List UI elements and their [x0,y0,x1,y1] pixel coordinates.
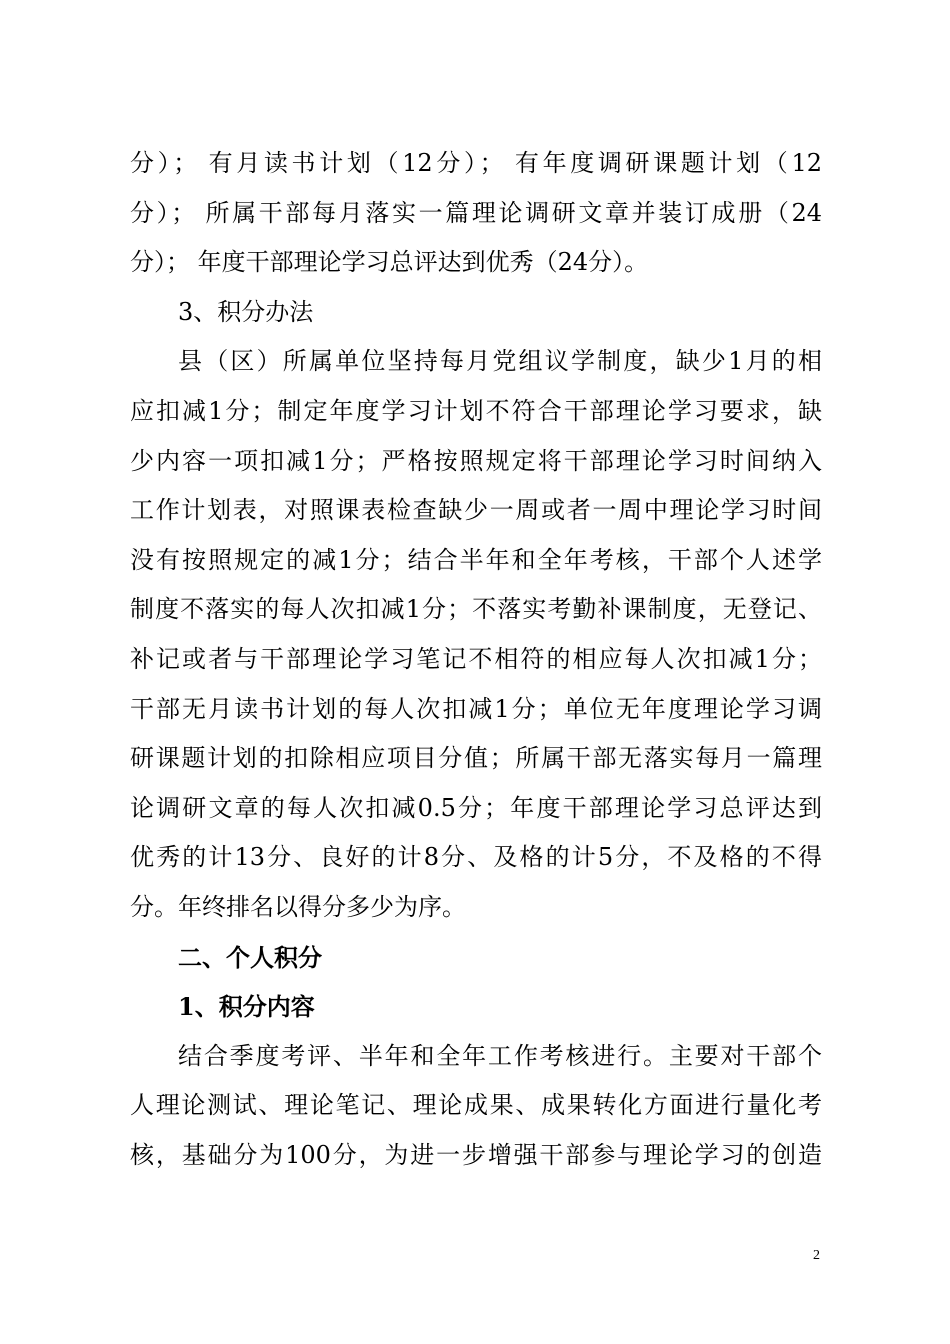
text-line: 人理论测试、理论笔记、理论成果、成果转化方面进行量化考 [130,1091,822,1120]
text-line: 干部无月读书计划的每人次扣减1分；单位无年度理论学习调 [130,694,822,723]
text-line: 分）； 所属干部每月落实一篇理论调研文章并装订成册（24 [130,198,822,227]
text-line: 补记或者与干部理论学习笔记不相符的相应每人次扣减1分； [130,644,822,673]
text-line: 县（区）所属单位坚持每月党组议学制度，缺少1月的相 [178,347,822,376]
text-line: 应扣减1分；制定年度学习计划不符合干部理论学习要求，缺 [130,396,822,425]
subsection-heading-points-content: 1、积分内容 [178,992,315,1022]
text-line: 工作计划表，对照课表检查缺少一周或者一周中理论学习时间 [130,496,822,525]
text-line: 分）； 年度干部理论学习总评达到优秀（24分）。 [130,248,649,277]
text-line: 分。年终排名以得分多少为序。 [130,892,466,921]
text-line: 优秀的计13分、良好的计8分、及格的计5分，不及格的不得 [130,843,822,872]
text-line: 制度不落实的每人次扣减1分；不落实考勤补课制度，无登记、 [130,595,822,624]
text-line: 分）； 有月读书计划（12分）； 有年度调研课题计划（12 [130,149,822,177]
page-number: 2 [813,1248,820,1263]
section-heading-scoring-method: 3、积分办法 [178,297,314,326]
page-content [130,139,822,1180]
text-line: 研课题计划的扣除相应项目分值；所属干部无落实每月一篇理 [130,744,822,773]
text-line: 核，基础分为100分，为进一步增强干部参与理论学习的创造 [130,1140,822,1169]
text-line: 论调研文章的每人次扣减0.5分；年度干部理论学习总评达到 [130,793,822,822]
section-heading-personal-points: 二、个人积分 [178,942,322,972]
text-line: 少内容一项扣减1分；严格按照规定将干部理论学习时间纳入 [130,446,822,475]
text-line: 没有按照规定的减1分；结合半年和全年考核，干部个人述学 [130,545,822,574]
text-line: 结合季度考评、半年和全年工作考核进行。主要对干部个 [178,1041,822,1070]
